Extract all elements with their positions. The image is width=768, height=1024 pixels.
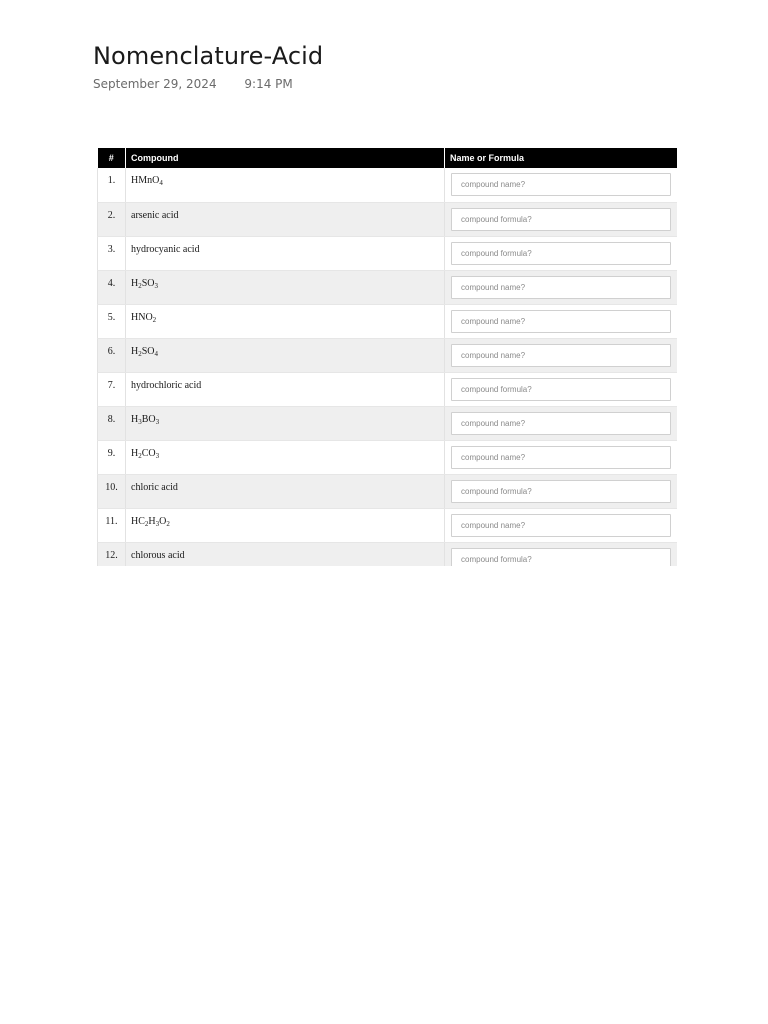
answer-input[interactable] xyxy=(451,412,671,435)
answer-input[interactable] xyxy=(451,344,671,367)
compound-text: H xyxy=(131,345,139,357)
compound-cell xyxy=(126,508,445,542)
compound-text: SO xyxy=(141,277,155,289)
compound-subscript: 3 xyxy=(154,281,159,290)
compound-cell xyxy=(126,168,445,202)
answer-cell xyxy=(445,542,678,566)
answer-input[interactable] xyxy=(451,242,671,265)
row-number: 2. xyxy=(98,202,126,236)
answer-input[interactable] xyxy=(451,310,671,333)
compound-text: arsenic acid xyxy=(131,209,179,221)
table-row xyxy=(98,440,678,474)
answer-input[interactable] xyxy=(451,208,671,231)
answer-cell xyxy=(445,440,678,474)
answer-input[interactable] xyxy=(451,173,671,196)
table-row xyxy=(98,270,678,304)
row-number: 12. xyxy=(98,542,126,566)
compound-text: O xyxy=(159,515,167,527)
answer-input[interactable] xyxy=(451,446,671,469)
row-number: 3. xyxy=(98,236,126,270)
table-body xyxy=(98,168,678,566)
table-row xyxy=(98,542,678,566)
compound-subscript: 3 xyxy=(155,519,160,528)
table-row xyxy=(98,304,678,338)
answer-input[interactable] xyxy=(451,480,671,503)
row-number: 11. xyxy=(98,508,126,542)
row-number: 4. xyxy=(98,270,126,304)
row-number: 8. xyxy=(98,406,126,440)
table-row xyxy=(98,406,678,440)
compound-subscript: 3 xyxy=(155,417,160,426)
compound-subscript: 2 xyxy=(138,281,142,290)
row-number: 6. xyxy=(98,338,126,372)
answer-cell xyxy=(445,338,678,372)
answer-cell xyxy=(445,406,678,440)
note-timestamp xyxy=(93,77,293,91)
compound-subscript: 3 xyxy=(138,417,142,426)
row-number: 10. xyxy=(98,474,126,508)
answer-cell xyxy=(445,372,678,406)
compound-text: SO xyxy=(141,345,155,357)
answer-cell xyxy=(445,270,678,304)
compound-subscript: 2 xyxy=(144,519,149,528)
compound-text: chlorous acid xyxy=(131,549,185,561)
header-number: # xyxy=(98,148,126,168)
compound-text: H xyxy=(131,277,139,289)
compound-text: CO xyxy=(141,447,156,459)
compound-cell xyxy=(126,406,445,440)
compound-cell xyxy=(126,474,445,508)
answer-cell xyxy=(445,508,678,542)
compound-cell xyxy=(126,270,445,304)
answer-input[interactable] xyxy=(451,548,671,567)
compound-cell xyxy=(126,304,445,338)
page-title: Nomenclature-Acid xyxy=(93,42,324,70)
compound-subscript: 4 xyxy=(154,349,159,358)
table-row xyxy=(98,202,678,236)
compound-subscript: 2 xyxy=(138,451,142,460)
answer-input[interactable] xyxy=(451,276,671,299)
compound-text: HC xyxy=(131,515,145,527)
compound-cell xyxy=(126,236,445,270)
compound-cell xyxy=(126,338,445,372)
compound-text: chloric acid xyxy=(131,481,178,493)
note-time: 9:14 PM xyxy=(244,77,293,91)
compound-text: HNO xyxy=(131,311,153,323)
row-number: 7. xyxy=(98,372,126,406)
compound-subscript: 2 xyxy=(138,349,142,358)
row-number: 5. xyxy=(98,304,126,338)
compound-cell xyxy=(126,202,445,236)
row-number: 9. xyxy=(98,440,126,474)
answer-input[interactable] xyxy=(451,378,671,401)
note-date: September 29, 2024 xyxy=(93,77,217,91)
answer-cell xyxy=(445,474,678,508)
table-row xyxy=(98,508,678,542)
acid-table-container xyxy=(97,148,677,566)
header-compound: Compound xyxy=(126,148,445,168)
compound-subscript: 2 xyxy=(166,519,170,528)
acid-nomenclature-table xyxy=(97,148,677,566)
answer-cell xyxy=(445,202,678,236)
header-name-or-formula: Name or Formula xyxy=(445,148,678,168)
compound-text: H xyxy=(148,515,156,527)
table-row xyxy=(98,168,678,202)
answer-cell xyxy=(445,168,678,202)
compound-subscript: 2 xyxy=(152,315,157,324)
compound-cell xyxy=(126,542,445,566)
compound-subscript: 3 xyxy=(155,451,160,460)
answer-cell xyxy=(445,304,678,338)
table-row xyxy=(98,372,678,406)
compound-text: H xyxy=(131,447,139,459)
compound-subscript: 4 xyxy=(159,179,163,187)
answer-input[interactable] xyxy=(451,514,671,537)
table-header-row xyxy=(98,148,678,168)
table-row xyxy=(98,474,678,508)
compound-text: hydrochloric acid xyxy=(131,379,202,391)
compound-text: H xyxy=(131,413,139,425)
table-row xyxy=(98,338,678,372)
table-row xyxy=(98,236,678,270)
compound-cell xyxy=(126,440,445,474)
row-number: 1. xyxy=(98,168,126,202)
compound-text: HMnO xyxy=(131,175,160,186)
compound-text: BO xyxy=(141,413,156,425)
answer-cell xyxy=(445,236,678,270)
compound-text: hydrocyanic acid xyxy=(131,243,200,255)
compound-cell xyxy=(126,372,445,406)
